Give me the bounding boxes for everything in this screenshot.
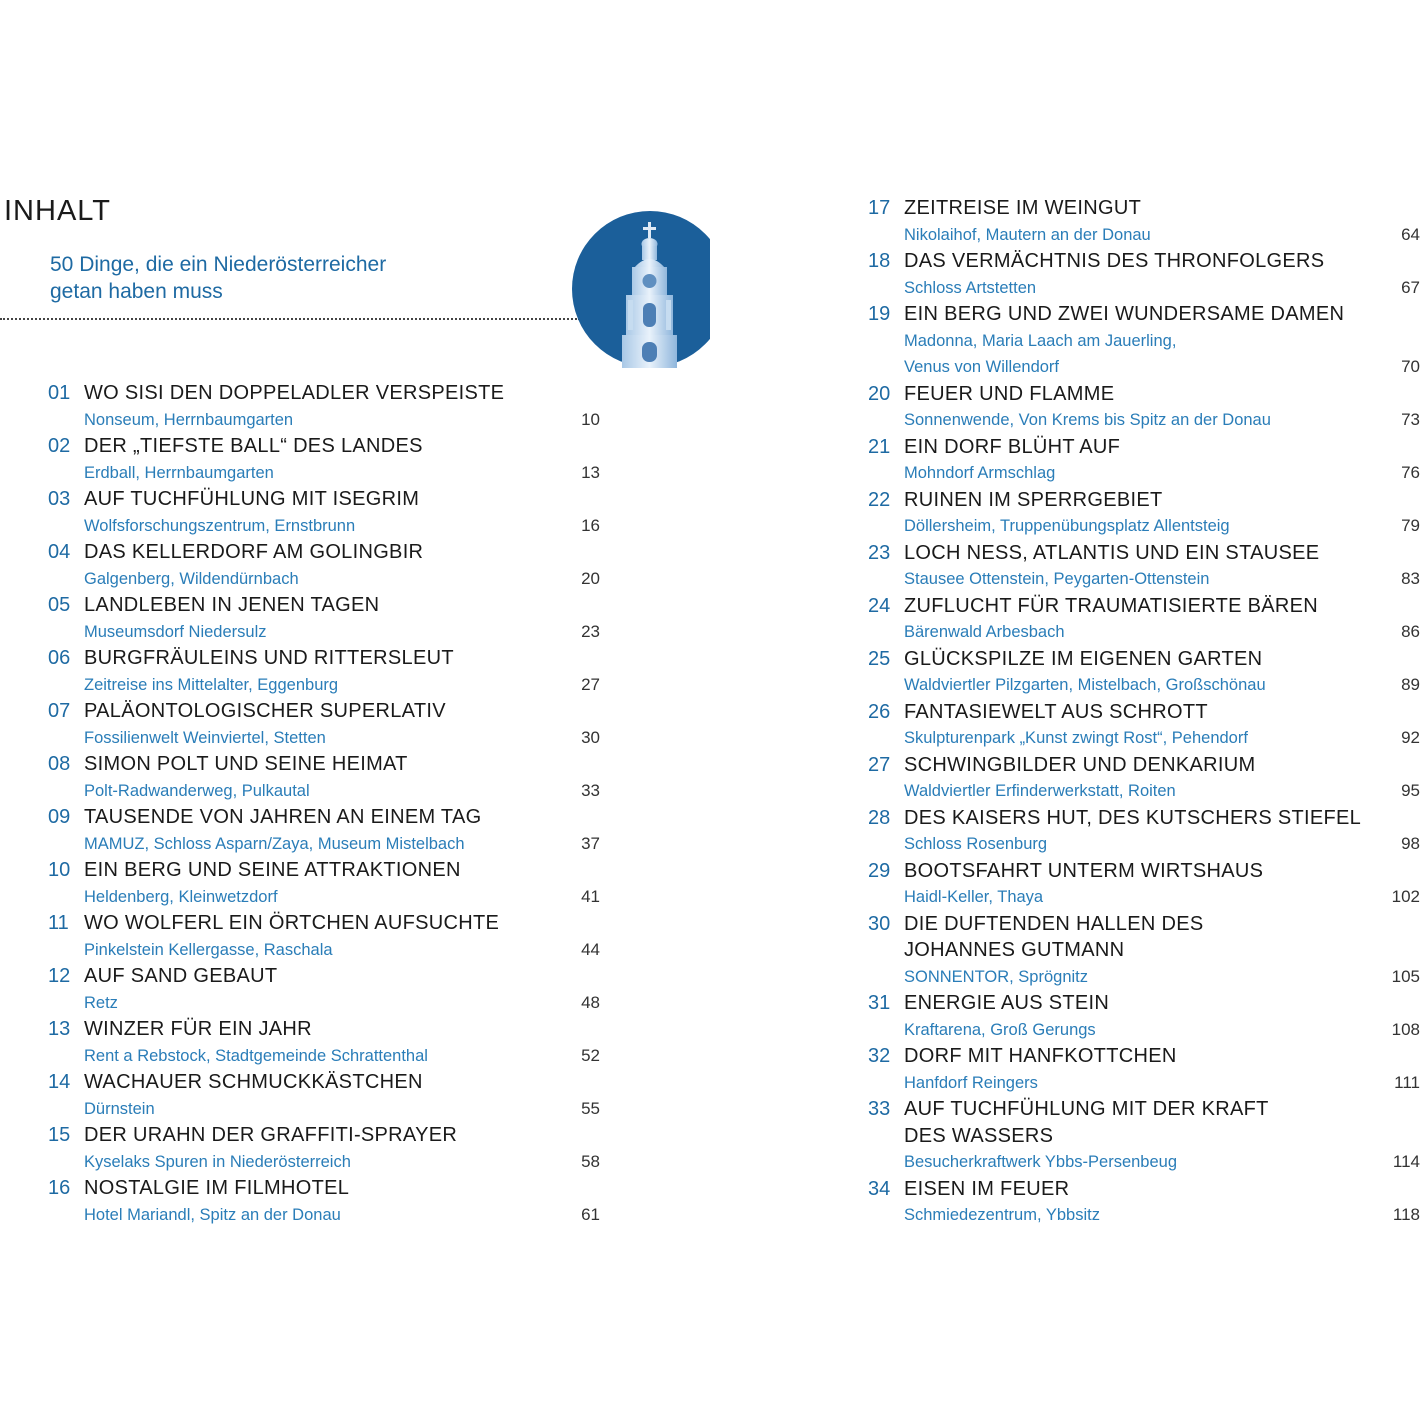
entry-title: EIN DORF BLÜHT AUF — [904, 435, 1121, 458]
church-tower-icon — [572, 210, 710, 368]
entry-location: Besucherkraftwerk Ybbs-Persenbeug — [904, 1153, 1178, 1171]
entry-title: DAS KELLERDORF AM GOLINGBIR — [84, 541, 424, 563]
entry-location: Kyselaks Spuren in Niederösterreich — [84, 1152, 351, 1171]
entry-page-number: 105 — [1391, 966, 1420, 986]
entry-number: 06 — [48, 647, 71, 669]
toc-entry — [48, 963, 600, 1016]
entry-number: 28 — [868, 806, 891, 829]
entry-page-number: 41 — [581, 886, 600, 906]
subtitle-line-1: 50 Dinge, die ein Niederösterreicher — [50, 253, 387, 276]
dotted-divider — [0, 318, 580, 320]
entry-number: 30 — [868, 912, 891, 935]
entry-location: MAMUZ, Schloss Asparn/Zaya, Museum Mistelbach — [84, 834, 465, 853]
entry-location: Fossilienwelt Weinviertel, Stetten — [84, 728, 326, 747]
entry-title: JOHANNES GUTMANN — [904, 939, 1125, 961]
entry-number: 05 — [48, 594, 71, 616]
entry-page-number: 44 — [581, 939, 600, 959]
entry-page-number: 89 — [1401, 675, 1420, 694]
toc-entry — [48, 857, 600, 910]
toc-entry — [48, 486, 600, 539]
entry-number: 16 — [48, 1177, 71, 1199]
entry-title: WACHAUER SCHMUCKKÄSTCHEN — [84, 1071, 423, 1093]
entry-page-number: 83 — [1401, 569, 1420, 588]
entry-location: Schmiedezentrum, Ybbsitz — [904, 1206, 1100, 1224]
page-title: INHALT — [4, 195, 111, 227]
entry-location: Dürnstein — [84, 1099, 155, 1118]
entry-number: 01 — [48, 382, 71, 404]
entry-number: 15 — [48, 1124, 71, 1146]
entry-title: GLÜCKSPILZE IM EIGENEN GARTEN — [904, 647, 1263, 670]
toc-entry — [868, 805, 1420, 858]
entry-location: Museumsdorf Niedersulz — [84, 622, 267, 641]
entry-number: 21 — [868, 435, 891, 458]
toc-column-left — [48, 380, 600, 1228]
entry-number: 20 — [868, 382, 891, 405]
entry-location: Kraftarena, Groß Gerungs — [904, 1020, 1096, 1039]
toc-entry — [48, 539, 600, 592]
entry-location: Mohndorf Armschlag — [904, 464, 1056, 482]
entry-location: Schloss Rosenburg — [904, 835, 1048, 853]
entry-title: WINZER FÜR EIN JAHR — [84, 1018, 312, 1040]
toc-entry — [868, 646, 1420, 699]
entry-number: 25 — [868, 647, 891, 670]
book-subtitle — [50, 251, 386, 305]
entry-number: 02 — [48, 435, 71, 457]
entry-title: NOSTALGIE IM FILMHOTEL — [84, 1177, 350, 1199]
entry-number: 22 — [868, 488, 891, 511]
toc-entry — [48, 804, 600, 857]
toc-entry — [48, 910, 600, 963]
entry-title: BURGFRÄULEINS UND RITTERSLEUT — [84, 647, 454, 669]
entry-number: 18 — [868, 250, 891, 272]
entry-location: Waldviertler Erfinderwerkstatt, Roiten — [904, 782, 1176, 800]
entry-location: Wolfsforschungszentrum, Ernstbrunn — [84, 516, 356, 535]
entry-location: Venus von Willendorf — [904, 358, 1060, 376]
entry-title: AUF TUCHFÜHLUNG MIT ISEGRIM — [84, 488, 420, 510]
entry-number: 27 — [868, 753, 891, 776]
entry-location: Waldviertler Pilzgarten, Mistelbach, Großschönau — [904, 676, 1266, 694]
entry-number: 19 — [868, 303, 891, 325]
entry-number: 12 — [48, 965, 71, 987]
entry-title: DIE DUFTENDEN HALLEN DES — [904, 912, 1204, 935]
entry-location: Galgenberg, Wildendürnbach — [84, 569, 299, 588]
entry-number: 13 — [48, 1018, 71, 1040]
entry-title: FANTASIEWELT AUS SCHROTT — [904, 700, 1208, 723]
entry-number: 11 — [48, 912, 69, 934]
entry-page-number: 23 — [581, 621, 600, 641]
entry-location: Hanfdorf Reingers — [904, 1073, 1038, 1092]
toc-entry — [868, 434, 1420, 487]
entry-title: ZEITREISE IM WEINGUT — [904, 197, 1142, 219]
entry-number: 17 — [868, 197, 891, 219]
entry-title: BOOTSFAHRT UNTERM WIRTSHAUS — [904, 859, 1264, 882]
entry-location: Stausee Ottenstein, Peygarten-Ottenstein — [904, 570, 1210, 588]
entry-page-number: 16 — [581, 515, 600, 535]
entry-location: Schloss Artstetten — [904, 278, 1037, 297]
entry-page-number: 73 — [1401, 410, 1420, 429]
entry-page-number: 52 — [581, 1045, 600, 1065]
entry-page-number: 20 — [581, 568, 600, 588]
toc-entry — [868, 699, 1420, 752]
entry-title: LOCH NESS, ATLANTIS UND EIN STAUSEE — [904, 541, 1320, 564]
entry-location: Pinkelstein Kellergasse, Raschala — [84, 940, 333, 959]
toc-column-right — [868, 195, 1420, 1229]
entry-location: Zeitreise ins Mittelalter, Eggenburg — [84, 675, 339, 694]
entry-title: AUF SAND GEBAUT — [84, 965, 278, 987]
entry-page-number: 27 — [581, 674, 600, 694]
entry-location: Heldenberg, Kleinwetzdorf — [84, 887, 278, 906]
entry-page-number: 108 — [1391, 1019, 1420, 1039]
entry-page-number: 118 — [1392, 1205, 1420, 1224]
church-tower-medallion — [572, 210, 710, 368]
subtitle-line-2: getan haben muss — [50, 280, 223, 303]
entry-page-number: 61 — [581, 1204, 600, 1224]
toc-entry — [48, 1122, 600, 1175]
entry-title: EIN BERG UND ZWEI WUNDERSAME DAMEN — [904, 303, 1345, 325]
entry-page-number: 114 — [1392, 1152, 1420, 1171]
toc-entry — [48, 433, 600, 486]
entry-title: DER URAHN DER GRAFFITI-SPRAYER — [84, 1124, 458, 1146]
toc-entry — [48, 751, 600, 804]
entry-number: 31 — [868, 992, 891, 1014]
entry-title: AUF TUCHFÜHLUNG MIT DER KRAFT — [904, 1098, 1269, 1120]
entry-title: EIN BERG UND SEINE ATTRAKTIONEN — [84, 859, 461, 881]
entry-number: 34 — [868, 1177, 891, 1200]
toc-entry — [48, 645, 600, 698]
entry-number: 14 — [48, 1071, 71, 1093]
toc-entry — [48, 380, 600, 433]
entry-location: Nikolaihof, Mautern an der Donau — [904, 225, 1151, 244]
entry-location: Nonseum, Herrnbaumgarten — [84, 410, 294, 429]
entry-location: Hotel Mariandl, Spitz an der Donau — [84, 1205, 341, 1224]
entry-page-number: 48 — [581, 992, 600, 1012]
entry-location: Bärenwald Arbesbach — [904, 623, 1065, 641]
entry-page-number: 98 — [1401, 834, 1420, 853]
toc-entry — [868, 487, 1420, 540]
entry-number: 03 — [48, 488, 71, 510]
entry-title: EISEN IM FEUER — [904, 1177, 1070, 1200]
toc-entry — [868, 752, 1420, 805]
entry-number: 26 — [868, 700, 891, 723]
entry-title: WO SISI DEN DOPPELADLER VERSPEISTE — [84, 382, 505, 404]
toc-entry — [48, 592, 600, 645]
entry-number: 08 — [48, 753, 71, 775]
entry-title: PALÄONTOLOGISCHER SUPERLATIV — [84, 700, 446, 722]
toc-entry — [868, 1176, 1420, 1229]
entry-page-number: 111 — [1394, 1072, 1420, 1092]
toc-entry — [48, 1016, 600, 1069]
toc-entry — [48, 698, 600, 751]
entry-page-number: 70 — [1401, 357, 1420, 376]
entry-number: 32 — [868, 1045, 891, 1067]
entry-location: Sonnenwende, Von Krems bis Spitz an der Donau — [904, 411, 1271, 429]
toc-entry — [868, 248, 1420, 301]
entry-number: 23 — [868, 541, 891, 564]
toc-entry — [868, 593, 1420, 646]
toc-entry — [868, 195, 1420, 248]
entry-number: 07 — [48, 700, 71, 722]
entry-location: Madonna, Maria Laach am Jauerling, — [904, 331, 1177, 350]
entry-number: 24 — [868, 594, 891, 617]
entry-location: Polt-Radwanderweg, Pulkautal — [84, 781, 310, 800]
entry-title: RUINEN IM SPERRGEBIET — [904, 488, 1163, 511]
entry-page-number: 67 — [1401, 277, 1420, 297]
entry-page-number: 10 — [581, 409, 600, 429]
entry-location: Haidl-Keller, Thaya — [904, 888, 1044, 906]
toc-entry — [868, 858, 1420, 911]
entry-number: 10 — [48, 859, 71, 881]
toc-entry — [48, 1069, 600, 1122]
entry-title: DER „TIEFSTE BALL“ DES LANDES — [84, 435, 423, 457]
toc-entry — [868, 1043, 1420, 1096]
entry-page-number: 95 — [1401, 781, 1420, 800]
entry-page-number: 102 — [1391, 887, 1420, 906]
entry-number: 04 — [48, 541, 71, 563]
entry-page-number: 37 — [581, 833, 600, 853]
entry-location: Skulpturenpark „Kunst zwingt Rost“, Pehendorf — [904, 729, 1248, 747]
entry-page-number: 86 — [1401, 622, 1420, 641]
entry-page-number: 33 — [581, 780, 600, 800]
entry-title: TAUSENDE VON JAHREN AN EINEM TAG — [84, 806, 482, 828]
entry-title: WO WOLFERL EIN ÖRTCHEN AUFSUCHTE — [84, 912, 500, 934]
entry-page-number: 76 — [1401, 463, 1420, 482]
entry-number: 33 — [868, 1098, 891, 1120]
entry-title: DORF MIT HANFKOTTCHEN — [904, 1045, 1177, 1067]
toc-entry — [868, 1096, 1420, 1176]
toc-entry — [868, 381, 1420, 434]
entry-title: DAS VERMÄCHTNIS DES THRONFOLGERS — [904, 250, 1325, 272]
toc-entry — [868, 540, 1420, 593]
entry-location: Erdball, Herrnbaumgarten — [84, 463, 274, 482]
entry-title: LANDLEBEN IN JENEN TAGEN — [84, 594, 380, 616]
entry-number: 29 — [868, 859, 891, 882]
entry-location: SONNENTOR, Sprögnitz — [904, 967, 1088, 986]
toc-entry — [868, 301, 1420, 381]
entry-title: DES KAISERS HUT, DES KUTSCHERS STIEFEL — [904, 806, 1362, 829]
entry-title: DES WASSERS — [904, 1124, 1054, 1147]
toc-entry — [868, 911, 1420, 991]
entry-page-number: 64 — [1401, 224, 1420, 244]
entry-title: SCHWINGBILDER UND DENKARIUM — [904, 753, 1256, 776]
toc-entry — [868, 990, 1420, 1043]
entry-location: Rent a Rebstock, Stadtgemeinde Schrattenthal — [84, 1046, 428, 1065]
entry-title: ZUFLUCHT FÜR TRAUMATISIERTE BÄREN — [904, 594, 1319, 617]
entry-title: SIMON POLT UND SEINE HEIMAT — [84, 753, 408, 775]
entry-page-number: 92 — [1401, 728, 1420, 747]
entry-title: ENERGIE AUS STEIN — [904, 992, 1110, 1014]
entry-page-number: 55 — [581, 1098, 600, 1118]
entry-location: Retz — [84, 993, 118, 1012]
entry-title: FEUER UND FLAMME — [904, 382, 1115, 405]
toc-entry — [48, 1175, 600, 1228]
entry-location: Döllersheim, Truppenübungsplatz Allentsteig — [904, 517, 1230, 535]
entry-number: 09 — [48, 806, 71, 828]
entry-page-number: 13 — [581, 462, 600, 482]
entry-page-number: 58 — [581, 1151, 600, 1171]
entry-page-number: 79 — [1401, 516, 1420, 535]
entry-page-number: 30 — [581, 727, 600, 747]
